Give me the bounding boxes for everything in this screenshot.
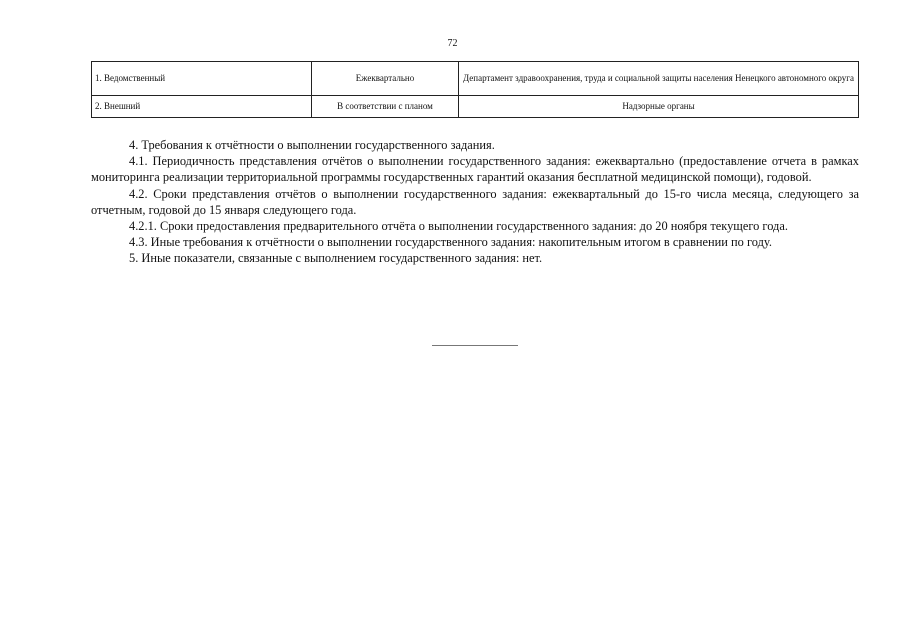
paragraph: 4.1. Периодичность представления отчётов о выполнении государственного задания: ежеквартально (предоставление отчета в рамках мониторинга реализации территориальной программы государственных гарантий оказания бесплатной медицинской помощи), годовой. — [91, 154, 859, 185]
table-row — [92, 96, 859, 118]
paragraph: 4.3. Иные требования к отчётности о выполнении государственного задания: накопительным итогом в сравнении по году. — [129, 235, 772, 250]
control-form-cell: 2. Внешний — [92, 96, 312, 118]
frequency-cell: В соответствии с планом — [312, 96, 459, 118]
paragraph: 4.2.1. Сроки предоставления предварительного отчёта о выполнении государственного задания: до 20 ноября текущего года. — [129, 219, 788, 234]
paragraph: 4.2. Сроки представления отчётов о выполнении государственного задания: ежеквартальный до 15-го числа месяца, следующего за отчетным, годовой до 15 января следующего года. — [91, 186, 859, 217]
section-heading: 4. Требования к отчётности о выполнении государственного задания. — [129, 138, 495, 152]
page-number: 72 — [447, 38, 458, 49]
control-forms-table — [91, 61, 859, 118]
section-heading: 5. Иные показатели, связанные с выполнением государственного задания: нет. — [129, 251, 543, 266]
authority-cell: Надзорные органы — [459, 96, 859, 118]
table-row — [92, 62, 859, 96]
reporting-requirements-text — [91, 137, 859, 267]
control-form-cell: 1. Ведомственный — [92, 62, 312, 96]
authority-cell: Департамент здравоохранения, труда и социальной защиты населения Ненецкого автономного округа — [459, 62, 859, 96]
frequency-cell: Ежеквартально — [312, 62, 459, 96]
end-divider — [432, 345, 518, 346]
